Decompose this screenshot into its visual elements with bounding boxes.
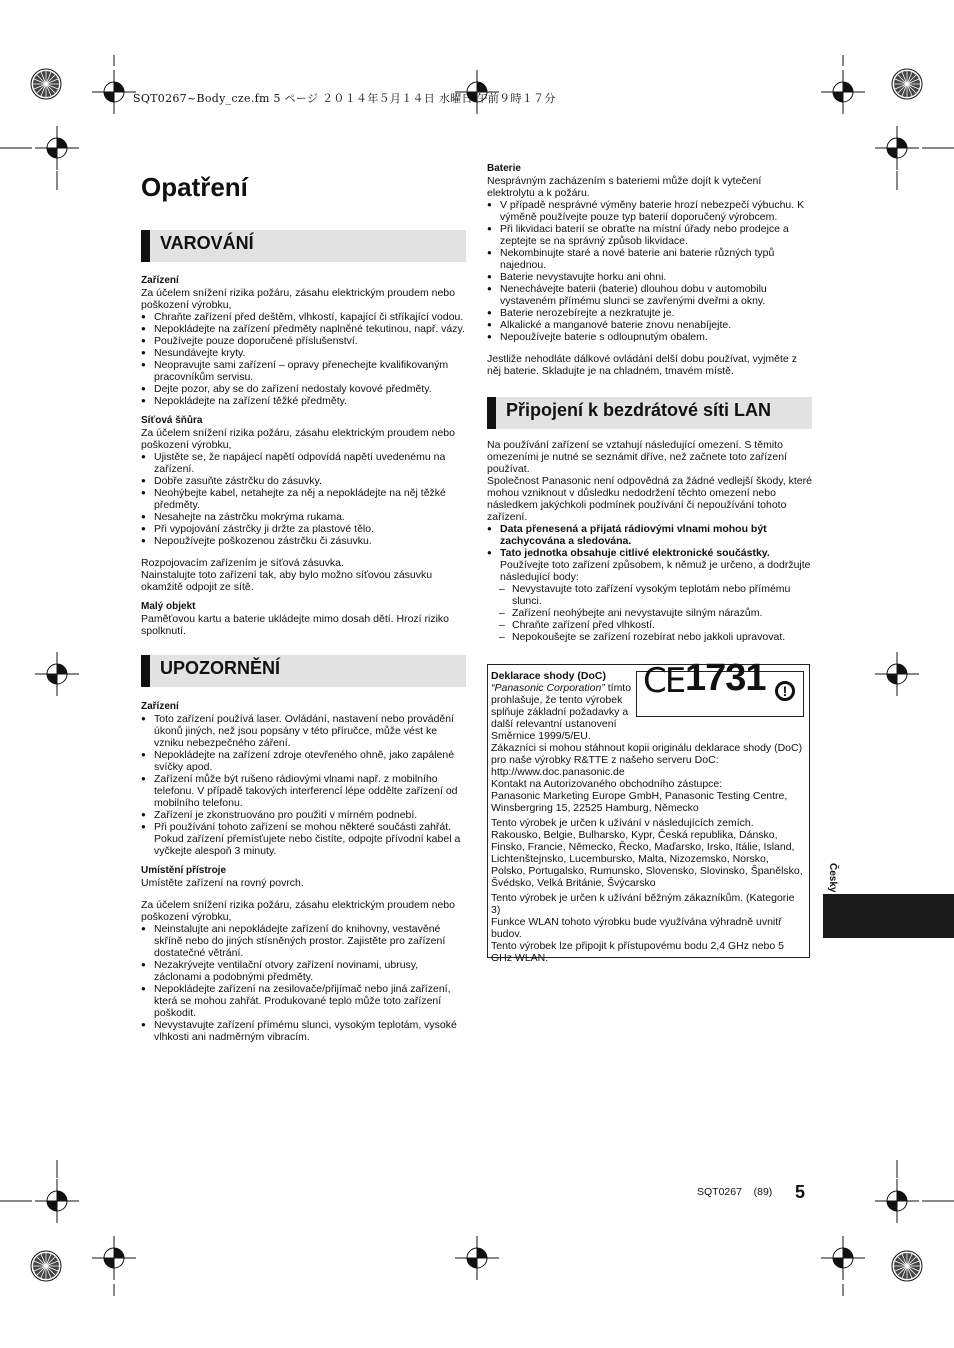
list-item: ● Používejte pouze doporučené příslušenství. (141, 335, 466, 347)
bullet-list (141, 451, 466, 547)
list-item: ● Baterie nerozebírejte a nezkratujte je. (487, 307, 812, 319)
paragraph: Tento výrobek lze připojit k přístupovému bodu 2,4 GHz nebo 5 GHz WLAN. (491, 940, 784, 964)
registration-mark-icon (821, 70, 865, 114)
bullet-list (487, 523, 812, 559)
paragraph: Za účelem snížení rizika požáru, zásahu elektrickým proudem nebo poškození výrobku, (141, 427, 455, 451)
registration-mark-icon (875, 126, 919, 170)
paragraph: “Panasonic Corporation” tímto prohlašuje, že tento výrobek splňuje základní požadavky a další relevantní ustanovení Směrnice 1999/5/EU. (491, 682, 632, 742)
color-target-icon (892, 69, 922, 99)
list-item: ● Nepoužívejte baterie s odloupnutým obalem. (487, 331, 812, 343)
list-item: ● Neinstalujte ani nepokládejte zařízení do knihovny, vestavěné skříně nebo do jiných stísněných prostor. Zajistěte pro zařízení dostatečné větrání. (141, 923, 466, 959)
registration-mark-icon (92, 1236, 136, 1280)
list-item: ● Nesahejte na zástrčku mokrýma rukama. (141, 511, 466, 523)
list-item: ● Nevystavujte zařízení přímému slunci, vysokým teplotám, vysoké vlhkosti ani nadměrným vibracím. (141, 1019, 466, 1043)
color-target-icon (892, 1251, 922, 1281)
dash-list (487, 583, 812, 643)
list-item: ● Alkalické a manganové baterie znovu nenabíjejte. (487, 319, 812, 331)
list-item: ● Chraňte zařízení před deštěm, vlhkostí, kapající či stříkající vodou. (141, 311, 466, 323)
page-number: 5 (795, 1182, 806, 1202)
registration-mark-icon (455, 1236, 499, 1280)
notified-body-number: 1731 (685, 657, 766, 699)
list-item: ● Nepoužívejte poškozenou zástrčku či zásuvku. (141, 535, 466, 547)
declaration-of-conformity-box (487, 657, 810, 964)
list-item: ● Nepokládejte zařízení na zesilovače/přijímač nebo jiná zařízení, která se mohou zahřát. Produkované teplo může toto zařízení poškodit. (141, 983, 466, 1019)
subheading-sitova-snura: Síťová šňůra (141, 415, 203, 426)
alert-icon: ! (775, 681, 795, 701)
subheading-umisteni: Umístění přístroje (141, 865, 227, 876)
list-item: ● Neopravujte sami zařízení – opravy přenechejte kvalifikovaným pracovníkům servisu. (141, 359, 466, 383)
bullet-list (141, 923, 466, 1043)
ce-mark-icon: CE (643, 661, 685, 701)
language-tab (823, 894, 954, 938)
registration-mark-icon (35, 652, 79, 696)
registration-mark-icon (821, 1236, 865, 1280)
registration-mark-icon (92, 70, 136, 114)
list-item: ● Dejte pozor, aby se do zařízení nedostaly kovové předměty. (141, 383, 466, 395)
list-item: ● Zařízení je zkonstruováno pro použití v mírném podnebí. (141, 809, 466, 821)
list-item: – Nevystavujte toto zařízení vysokým teplotám nebo přímému slunci. (487, 583, 812, 607)
subheading-zarizeni: Zařízení (141, 275, 179, 286)
file-header: SQT0267~Body_cze.fm 5 ページ ２０１４年５月１４日 水曜日 午前９時１７分 (133, 92, 556, 105)
list-item: ● Nekombinujte staré a nové baterie ani baterie různých typů najednou. (487, 247, 812, 271)
paragraph: Funkce WLAN tohoto výrobku bude využívána výhradně uvnitř budov. (491, 916, 782, 940)
paragraph: Za účelem snížení rizika požáru, zásahu elektrickým proudem nebo poškození výrobku, (141, 287, 455, 311)
list-item: – Zařízení neohýbejte ani nevystavujte silným nárazům. (487, 607, 812, 619)
list-item: ● Nepokládejte na zařízení předměty naplněné tekutinou, např. vázy. (141, 323, 466, 335)
ce-mark-box (636, 657, 804, 717)
list-item: ● V případě nesprávné výměny baterie hrozí nebezpečí výbuchu. K výměně používejte pouze typ baterií doporučený výrobcem. (487, 199, 812, 223)
left-column (141, 230, 466, 1043)
paragraph: Jestliže nehodláte dálkové ovládání delší dobu používat, vyjměte z něj baterie. Skladujte je na chladném, tmavém místě. (487, 353, 797, 377)
list-item: ● Tato jednotka obsahuje citlivé elektronické součástky. (487, 547, 812, 559)
paragraph: Paměťovou kartu a baterie ukládejte mimo dosah dětí. Hrozí riziko spolknutí. (141, 613, 450, 637)
paragraph: Nesprávným zacházením s bateriemi může dojít k vytečení elektrolytu a k požáru. (487, 175, 762, 199)
page-title: Opatření (141, 172, 248, 202)
paragraph: Používejte toto zařízení způsobem, k němuž je určeno, a dodržujte následující body: (500, 559, 811, 583)
list-item: ● Dobře zasuňte zástrčku do zásuvky. (141, 475, 466, 487)
subheading-zarizeni: Zařízení (141, 701, 179, 712)
list-item: ● Nenechávejte baterii (baterie) dlouhou dobu v automobilu vystaveném přímému slunci se zavřenými dveřmi a okny. (487, 283, 812, 307)
list-item: ● Nezakrývejte ventilační otvory zařízení novinami, ubrusy, záclonami a podobnými předměty. (141, 959, 466, 983)
paragraph: Na používání zařízení se vztahují následující omezení. S těmito omezeními je nutné se seznámit dříve, než začnete toto zařízení používat. (487, 439, 787, 475)
paragraph: Za účelem snížení rizika požáru, zásahu elektrickým proudem nebo poškození výrobku, (141, 899, 455, 923)
bullet-list (487, 199, 812, 343)
subheading-maly-objekt: Malý objekt (141, 601, 196, 612)
subheading-baterie: Baterie (487, 163, 521, 174)
paragraph: Tento výrobek je určen k užívání v následujících zemích. Rakousko, Belgie, Bulharsko, Kypr, Česká republika, Dánsko, Finsko, Francie, Německo, Řecko, Maďarsko, Irsko, Itálie, Island, Lichtenštejnsko, Lucembursko, Malta, Nizozemsko, Norsko, Polsko, Portugalsko, Rumunsko, Slovensko, Slovinsko, Španělsko, Švédsko, Velká Británie, Švýcarsko (491, 817, 803, 889)
paragraph: Panasonic Marketing Europe GmbH, Panasonic Testing Centre, Winsbergring 15, 22525 Hamburg, Německo (491, 790, 788, 814)
paragraph: Nainstalujte toto zařízení tak, aby bylo možno síťovou zásuvku okamžitě odpojit ze sítě. (141, 569, 433, 593)
list-item: – Nepokoušejte se zařízení rozebírat nebo jakkoli upravovat. (487, 631, 812, 643)
paragraph: Umístěte zařízení na rovný povrch. (141, 877, 304, 889)
doc-url: http://www.doc.panasonic.de (491, 766, 625, 778)
paragraph: Zákazníci si mohou stáhnout kopii originálu deklarace shody (DoC) pro naše výrobky R&TTE z našeho serveru DoC: (491, 742, 803, 766)
list-item: ● Zařízení může být rušeno rádiovými vlnami např. z mobilního telefonu. V případě takových interferencí lépe oddělte zařízení od mobilního telefonu. (141, 773, 466, 809)
section-heading-varovani: VAROVÁNÍ (141, 230, 466, 262)
list-item: ● Baterie nevystavujte horku ani ohni. (487, 271, 812, 283)
color-target-icon (31, 69, 61, 99)
footer-code: SQT0267 (89) (697, 1186, 773, 1198)
list-item: ● Data přenesená a přijatá rádiovými vlnami mohou být zachycována a sledována. (487, 523, 812, 547)
paragraph: Tento výrobek je určen k užívání běžným zákazníkům. (Kategorie 3) (491, 892, 795, 916)
color-target-icon (31, 1251, 61, 1281)
list-item: ● Nepokládejte na zařízení zdroje otevřeného ohně, jako zapálené svíčky apod. (141, 749, 466, 773)
list-item: ● Ujistěte se, že napájecí napětí odpovídá napětí uvedenému na zařízení. (141, 451, 466, 475)
paragraph: Společnost Panasonic není odpovědná za žádné vedlejší škody, které mohou vzniknout v důsledku nedodržení těchto omezení nebo následkem jakýchkoli podmínek používání či nepoužívání tohoto zařízení. (487, 475, 812, 523)
list-item: ● Při likvidaci baterií se obraťte na místní úřady nebo prodejce a zeptejte se na správný způsob likvidace. (487, 223, 812, 247)
list-item: ● Při používání tohoto zařízení se mohou některé součásti zahřát. Pokud zařízení přemísťujete nebo čistíte, odpojte přívodní kabel a vyčkejte alespoň 3 minuty. (141, 821, 466, 857)
paragraph: Kontakt na Autorizovaného obchodního zástupce: (491, 778, 723, 790)
paragraph: Rozpojovacím zařízením je síťová zásuvka. (141, 557, 344, 569)
registration-mark-icon (35, 126, 79, 170)
section-heading-lan: Připojení k bezdrátové síti LAN (487, 397, 812, 429)
registration-mark-icon (875, 1179, 919, 1223)
registration-mark-icon (35, 1179, 79, 1223)
list-item: ● Při vypojování zástrčky ji držte za plastové tělo. (141, 523, 466, 535)
right-column (487, 161, 812, 643)
doc-title: Deklarace shody (DoC) (491, 670, 606, 682)
company-name: “Panasonic Corporation” (491, 682, 605, 694)
bullet-list (141, 311, 466, 407)
list-item: ● Nesundávejte kryty. (141, 347, 466, 359)
section-heading-upozorneni: UPOZORNĚNÍ (141, 655, 466, 687)
language-label: Česky (827, 863, 838, 893)
list-item: ● Toto zařízení používá laser. Ovládání, nastavení nebo provádění úkonů jiných, než jsou popsány v této příručce, může vést ke vzniku nebezpečného záření. (141, 713, 466, 749)
list-item: ● Neohýbejte kabel, netahejte za něj a nepokládejte na něj těžké předměty. (141, 487, 466, 511)
bullet-list (141, 713, 466, 857)
list-item: – Chraňte zařízení před vlhkostí. (487, 619, 812, 631)
registration-mark-icon (875, 652, 919, 696)
list-item: ● Nepokládejte na zařízení těžké předměty. (141, 395, 466, 407)
